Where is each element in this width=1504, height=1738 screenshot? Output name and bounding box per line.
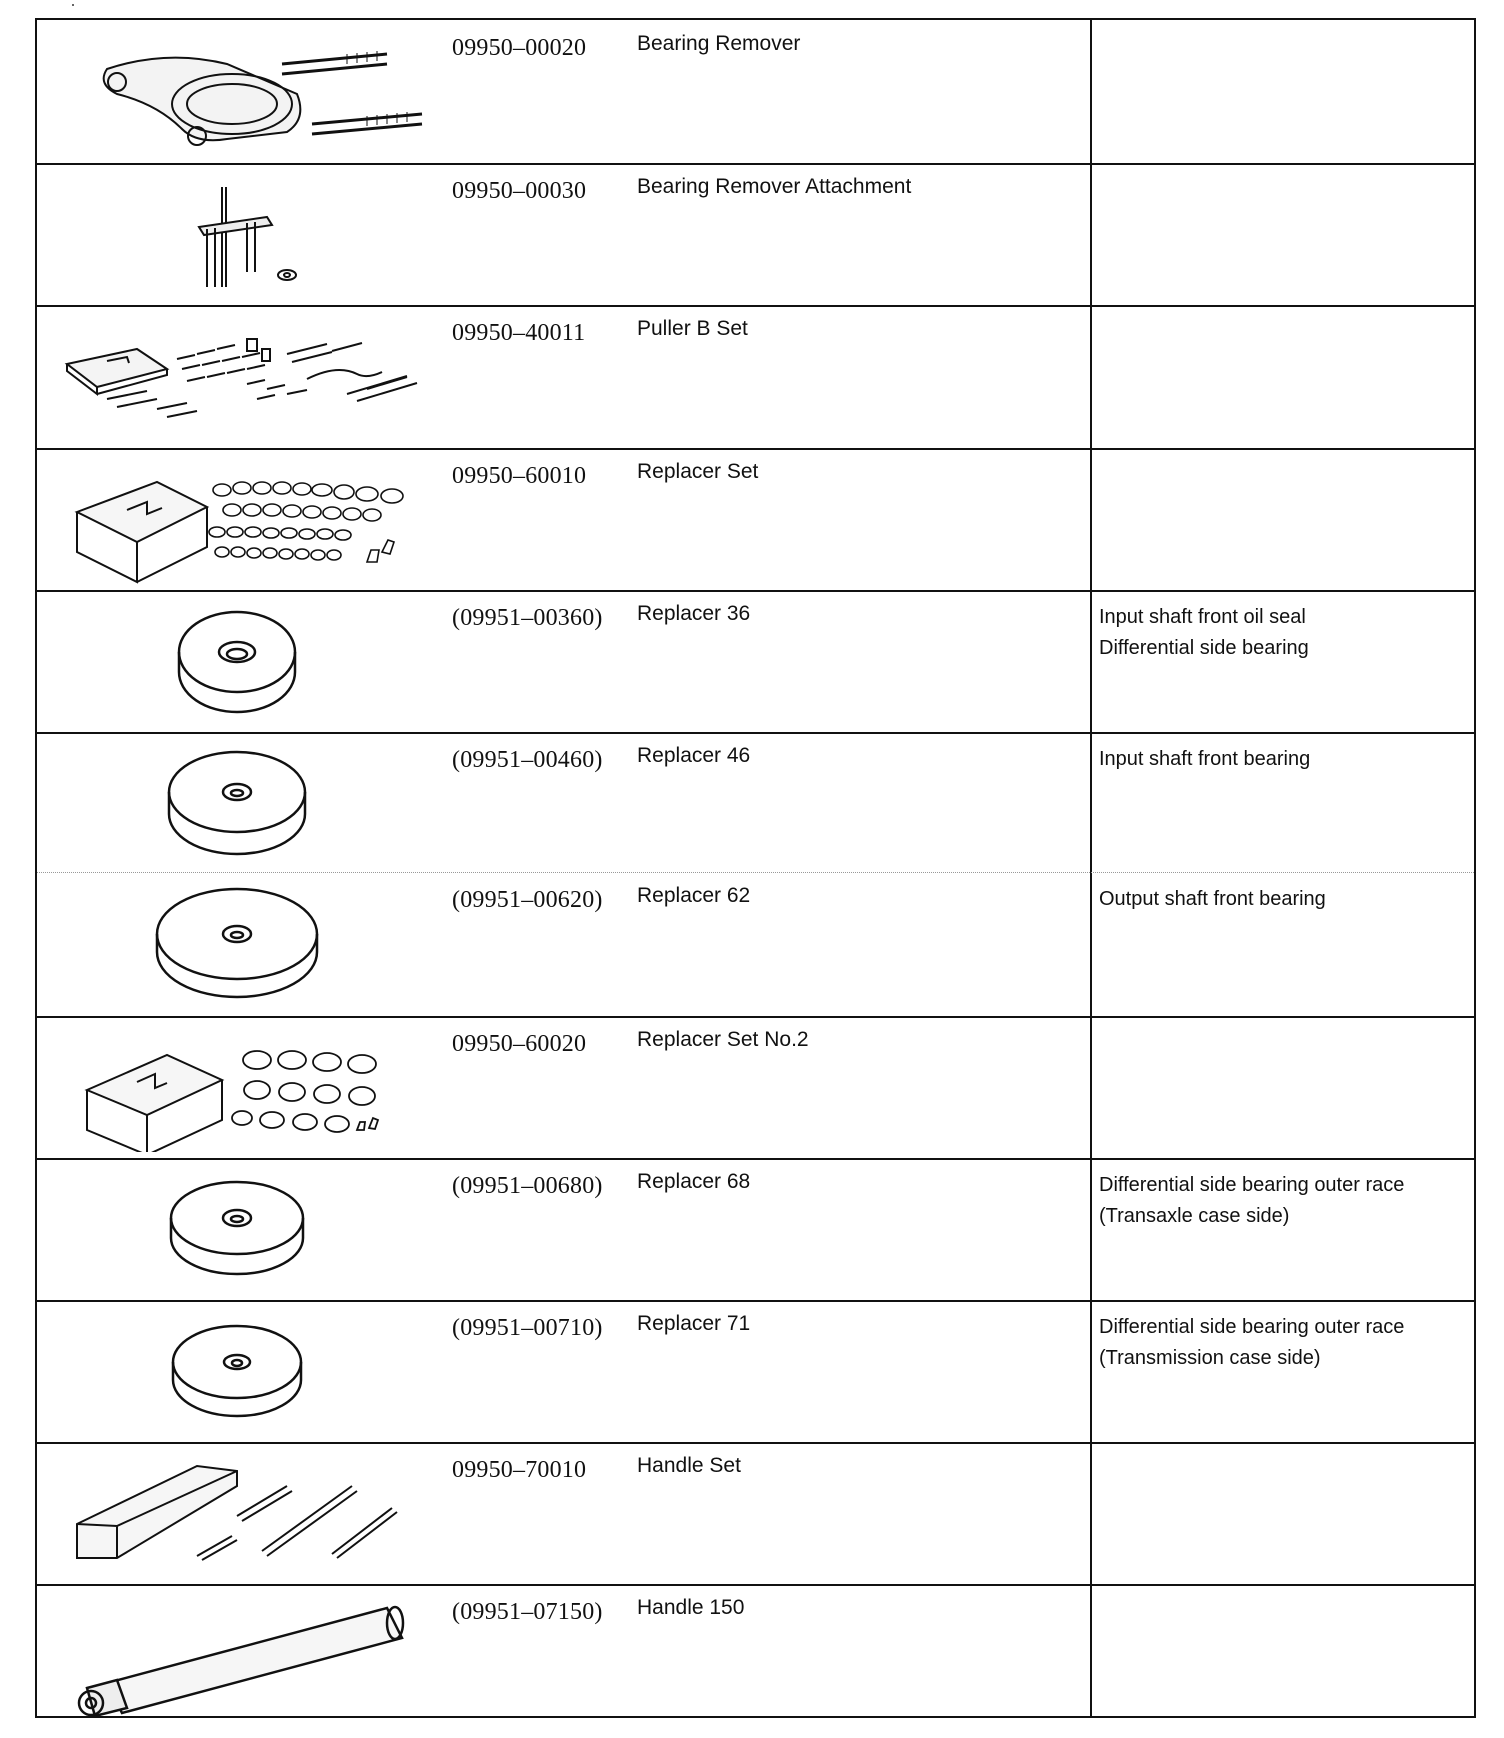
tool-row bbox=[37, 732, 1474, 872]
replacer-set-icon bbox=[47, 1020, 427, 1152]
tool-row bbox=[37, 1584, 1474, 1718]
tool-row bbox=[37, 590, 1474, 734]
part-number: (09951–00680) bbox=[452, 1173, 603, 1199]
bearing-remover-icon bbox=[47, 24, 427, 156]
part-number: (09951–00360) bbox=[452, 605, 603, 631]
note-line: (Transmission case side) bbox=[1099, 1347, 1321, 1369]
application-notes bbox=[1099, 1170, 1404, 1232]
note-line: Differential side bearing outer race bbox=[1099, 1174, 1405, 1196]
tool-row bbox=[37, 1442, 1474, 1586]
tool-row bbox=[37, 1300, 1474, 1444]
application-notes bbox=[1099, 744, 1310, 775]
tool-name: Replacer 46 bbox=[637, 744, 751, 767]
part-number: 09950–40011 bbox=[452, 320, 586, 346]
tool-name: Replacer 62 bbox=[637, 884, 751, 907]
part-number: (09951–00460) bbox=[452, 747, 603, 773]
tool-name: Replacer Set bbox=[637, 460, 759, 483]
replacer-disc-icon bbox=[47, 876, 427, 1008]
note-line: (Transaxle case side) bbox=[1099, 1205, 1290, 1227]
part-number: 09950–00030 bbox=[452, 178, 587, 204]
note-line: Input shaft front bearing bbox=[1099, 748, 1311, 770]
tool-name: Handle 150 bbox=[637, 1596, 745, 1619]
tool-table bbox=[35, 18, 1476, 1718]
puller-set-icon bbox=[47, 309, 427, 441]
part-number: 09950–70010 bbox=[452, 1457, 587, 1483]
part-number: (09951–00710) bbox=[452, 1315, 603, 1341]
tool-row bbox=[37, 305, 1474, 450]
scan-speck bbox=[72, 4, 74, 6]
tool-name: Handle Set bbox=[637, 1454, 741, 1477]
application-notes bbox=[1099, 602, 1309, 664]
replacer-disc-icon bbox=[47, 1304, 427, 1436]
tool-row bbox=[37, 163, 1474, 307]
note-line: Input shaft front oil seal bbox=[1099, 606, 1306, 628]
application-notes bbox=[1099, 1312, 1404, 1374]
bearing-remover-attachment-icon bbox=[47, 167, 427, 299]
note-line: Output shaft front bearing bbox=[1099, 888, 1326, 910]
tool-name: Replacer 71 bbox=[637, 1312, 751, 1335]
replacer-disc-icon bbox=[47, 736, 427, 868]
replacer-disc-icon bbox=[47, 594, 427, 726]
replacer-disc-icon bbox=[47, 1162, 427, 1294]
part-number: 09950–60020 bbox=[452, 1031, 587, 1057]
note-line: Differential side bearing bbox=[1099, 637, 1309, 659]
part-number: 09950–00020 bbox=[452, 35, 587, 61]
replacer-set-icon bbox=[47, 452, 427, 584]
tool-row bbox=[37, 872, 1474, 1018]
handle-set-icon bbox=[47, 1446, 427, 1578]
part-number: (09951–00620) bbox=[452, 887, 603, 913]
tool-name: Replacer 68 bbox=[637, 1170, 751, 1193]
tool-row bbox=[37, 1158, 1474, 1302]
tool-name: Replacer 36 bbox=[637, 602, 751, 625]
part-number: (09951–07150) bbox=[452, 1599, 603, 1625]
part-number: 09950–60010 bbox=[452, 463, 587, 489]
tool-name: Bearing Remover bbox=[637, 32, 801, 55]
note-line: Differential side bearing outer race bbox=[1099, 1316, 1405, 1338]
tool-name: Puller B Set bbox=[637, 317, 748, 340]
tool-row bbox=[37, 448, 1474, 592]
tool-name: Replacer Set No.2 bbox=[637, 1028, 809, 1051]
tool-row bbox=[37, 20, 1474, 165]
application-notes bbox=[1099, 884, 1326, 915]
tool-row bbox=[37, 1016, 1474, 1160]
tool-name: Bearing Remover Attachment bbox=[637, 175, 912, 198]
handle-icon bbox=[47, 1588, 427, 1720]
